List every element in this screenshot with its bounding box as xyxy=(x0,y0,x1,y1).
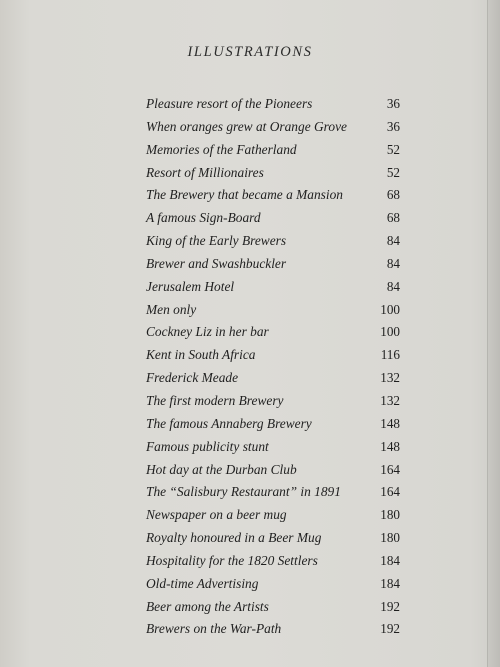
illustration-page-number: 192 xyxy=(380,598,400,614)
illustration-entry xyxy=(146,573,400,596)
illustration-entry xyxy=(146,436,400,459)
illustration-page-number: 52 xyxy=(386,141,400,157)
illustration-title: Cockney Liz in her bar xyxy=(146,324,269,340)
illustration-title: Brewers on the War-Path xyxy=(146,621,282,637)
illustration-entry xyxy=(146,413,400,436)
illustration-title: Brewer and Swashbuckler xyxy=(146,255,287,271)
illustration-title: The “Salisbury Restaurant” in 1891 xyxy=(146,484,341,500)
illustration-entry xyxy=(146,618,400,641)
illustration-title: Pleasure resort of the Pioneers xyxy=(146,96,313,111)
illustration-entry xyxy=(146,299,400,322)
illustration-page-number: 100 xyxy=(380,301,400,317)
illustration-page-number: 84 xyxy=(386,233,400,249)
illustration-page-number: 192 xyxy=(380,621,400,637)
illustration-title: The famous Annaberg Brewery xyxy=(146,415,312,431)
illustration-page-number: 84 xyxy=(386,278,400,294)
illustrations-list xyxy=(146,93,400,641)
illustration-entry xyxy=(146,344,400,367)
illustration-entry xyxy=(146,527,400,550)
illustration-title: Hot day at the Durban Club xyxy=(146,461,297,477)
illustration-page-number: 164 xyxy=(380,484,400,500)
illustration-title: Memories of the Fatherland xyxy=(146,141,297,157)
page-heading: ILLUSTRATIONS xyxy=(187,44,313,60)
illustration-entry xyxy=(146,276,400,299)
page-edge xyxy=(487,0,500,667)
illustration-title: Frederick Meade xyxy=(146,370,239,386)
illustration-title: A famous Sign-Board xyxy=(146,210,261,226)
illustration-page-number: 84 xyxy=(386,255,400,271)
illustration-entry xyxy=(146,504,400,527)
illustration-title: When oranges grew at Orange Grove xyxy=(146,118,347,134)
illustration-entry xyxy=(146,367,400,390)
illustration-title: King of the Early Brewers xyxy=(146,233,287,249)
illustration-entry xyxy=(146,93,400,116)
illustration-title: Men only xyxy=(146,301,197,317)
illustration-page-number: 68 xyxy=(386,210,400,226)
illustration-page-number: 132 xyxy=(380,370,400,386)
illustration-page-number: 116 xyxy=(380,347,400,363)
illustration-page-number: 164 xyxy=(380,461,400,477)
illustration-title: Beer among the Artists xyxy=(146,598,269,614)
illustration-title: Royalty honoured in a Beer Mug xyxy=(146,530,322,546)
illustration-page-number: 148 xyxy=(380,438,400,454)
illustration-entry xyxy=(146,253,400,276)
illustration-page-number: 132 xyxy=(380,392,400,408)
illustration-page-number: 184 xyxy=(380,552,400,568)
illustration-title: The Brewery that became a Mansion xyxy=(146,187,343,203)
illustration-page-number: 68 xyxy=(386,187,400,203)
illustration-title: Famous publicity stunt xyxy=(146,438,269,454)
illustration-entry xyxy=(146,184,400,207)
illustration-page-number: 36 xyxy=(386,118,400,134)
illustration-title: Kent in South Africa xyxy=(146,347,256,363)
illustration-page-number: 184 xyxy=(380,575,400,591)
illustration-entry xyxy=(146,207,400,230)
illustration-page-number: 180 xyxy=(380,530,400,546)
illustration-entry xyxy=(146,390,400,413)
illustration-entry xyxy=(146,550,400,573)
illustration-title: Jerusalem Hotel xyxy=(146,278,235,294)
illustration-entry xyxy=(146,596,400,619)
illustration-title: The first modern Brewery xyxy=(146,392,284,408)
illustration-entry xyxy=(146,162,400,185)
illustration-title: Resort of Millionaires xyxy=(146,164,264,180)
illustration-title: Hospitality for the 1820 Settlers xyxy=(146,552,318,568)
illustration-title: Old-time Advertising xyxy=(146,575,259,591)
illustration-entry xyxy=(146,459,400,482)
illustration-page-number: 148 xyxy=(380,415,400,431)
illustration-page-number: 36 xyxy=(386,96,400,111)
illustration-page-number: 52 xyxy=(386,164,400,180)
illustration-page-number: 100 xyxy=(380,324,400,340)
illustration-entry xyxy=(146,321,400,344)
illustration-page-number: 180 xyxy=(380,507,400,523)
illustration-entry xyxy=(146,139,400,162)
illustration-entry xyxy=(146,481,400,504)
illustration-title: Newspaper on a beer mug xyxy=(146,507,287,523)
illustration-entry xyxy=(146,116,400,139)
illustration-entry xyxy=(146,230,400,253)
